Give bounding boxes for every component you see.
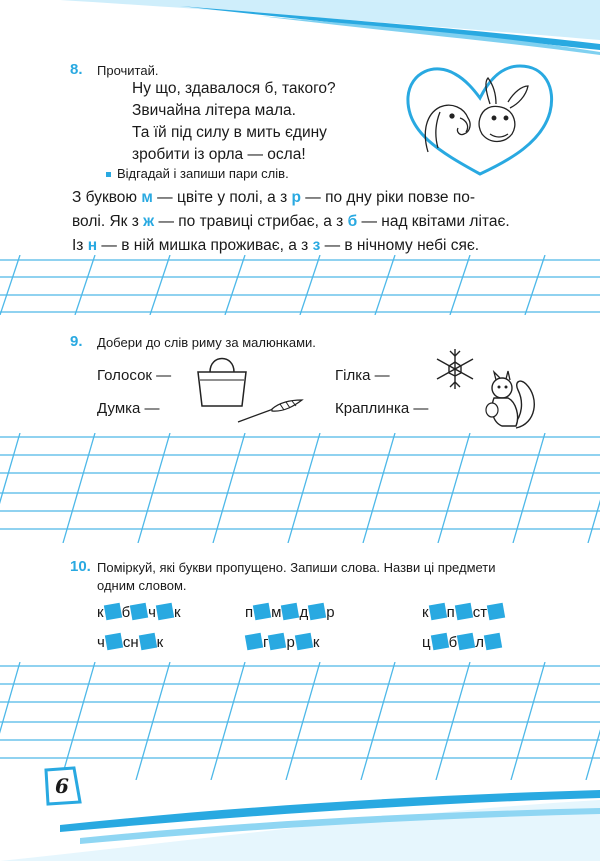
letter: д bbox=[299, 604, 309, 621]
riddle-letter: б bbox=[347, 213, 358, 230]
letter: ст bbox=[472, 604, 488, 621]
riddle-text: — в нічному небі сяє. bbox=[320, 237, 480, 254]
riddle-text: — цвіте у полі, а з bbox=[152, 189, 292, 206]
letter: л bbox=[475, 634, 484, 651]
letter: м bbox=[271, 604, 282, 621]
word-puzzle bbox=[245, 634, 319, 651]
missing-letter-box[interactable] bbox=[281, 603, 299, 621]
bullet-icon bbox=[106, 172, 111, 177]
missing-letter-box[interactable] bbox=[484, 633, 502, 651]
task10-instruction-line2: одним словом. bbox=[97, 578, 187, 593]
riddle-letter: р bbox=[291, 189, 301, 206]
writing-lines-2[interactable] bbox=[0, 433, 600, 543]
riddle-text: — в ній мишка проживає, а з bbox=[97, 237, 313, 254]
riddle-text: Із bbox=[72, 237, 88, 254]
missing-letter-box[interactable] bbox=[487, 603, 505, 621]
task9-number: 9. bbox=[70, 333, 83, 350]
missing-letter-box[interactable] bbox=[105, 633, 123, 651]
task9-instruction: Добери до слів риму за малюнками. bbox=[97, 335, 316, 350]
rhyme-word: Думка — bbox=[97, 400, 160, 417]
riddle-text: волі. Як з bbox=[72, 213, 144, 230]
letter: р bbox=[326, 604, 335, 621]
missing-letter-box[interactable] bbox=[130, 603, 148, 621]
task8-number: 8. bbox=[70, 61, 83, 78]
rhyme-word: Голосок — bbox=[97, 367, 172, 384]
rhyme-word: Гілка — bbox=[335, 367, 390, 384]
riddle-text: — по дну ріки повзе по- bbox=[301, 189, 476, 206]
missing-letter-box[interactable] bbox=[308, 603, 326, 621]
word-puzzle bbox=[422, 634, 502, 651]
missing-letter-box[interactable] bbox=[430, 633, 448, 651]
letter: г bbox=[263, 634, 269, 651]
task10-number: 10. bbox=[70, 558, 91, 575]
task10-instruction-line1: Поміркуй, які букви пропущено. Запиши слова. Назви ці предмети bbox=[97, 560, 496, 575]
letter: сн bbox=[122, 634, 139, 651]
missing-letter-box[interactable] bbox=[245, 633, 263, 651]
letter: к bbox=[173, 604, 181, 621]
word-puzzle bbox=[97, 634, 163, 651]
bottom-decoration bbox=[0, 770, 600, 861]
missing-letter-box[interactable] bbox=[268, 633, 286, 651]
missing-letter-box[interactable] bbox=[156, 603, 174, 621]
letter: к bbox=[97, 604, 104, 621]
poem-line: зробити із орла — осла! bbox=[132, 146, 306, 163]
heart-frame-icon bbox=[400, 52, 560, 182]
task8-sub-instruction: Відгадай і запиши пари слів. bbox=[117, 166, 289, 181]
task8-poem bbox=[132, 78, 336, 166]
missing-letter-box[interactable] bbox=[138, 633, 156, 651]
missing-letter-box[interactable] bbox=[253, 603, 271, 621]
riddle-letter: ж bbox=[143, 213, 155, 230]
letter: ч bbox=[97, 634, 105, 651]
word-puzzle bbox=[97, 604, 181, 621]
snowflake-icon bbox=[432, 346, 478, 392]
letter: к bbox=[156, 634, 164, 651]
letter: р bbox=[286, 634, 295, 651]
riddle-text: — над квітами літає. bbox=[357, 213, 510, 230]
writing-lines-1[interactable] bbox=[0, 255, 600, 315]
riddle-text: — по травиці стрибає, а з bbox=[154, 213, 348, 230]
letter: б bbox=[121, 604, 131, 621]
letter: ч bbox=[148, 604, 156, 621]
letter: к bbox=[312, 634, 320, 651]
poem-line: Ну що, здавалося б, такого? bbox=[132, 80, 336, 97]
riddle-text: З буквою bbox=[72, 189, 142, 206]
letter: к bbox=[422, 604, 429, 621]
riddle-letter: н bbox=[87, 237, 98, 254]
missing-letter-box[interactable] bbox=[457, 633, 475, 651]
word-puzzle bbox=[245, 604, 335, 621]
missing-letter-box[interactable] bbox=[103, 603, 121, 621]
writing-lines-3[interactable] bbox=[0, 662, 600, 780]
wheat-icon bbox=[236, 394, 306, 424]
rhyme-word: Краплинка — bbox=[335, 400, 429, 417]
riddle-letter: м bbox=[141, 189, 153, 206]
letter: п bbox=[245, 604, 254, 621]
top-decoration bbox=[0, 0, 600, 60]
word-puzzle bbox=[422, 604, 505, 621]
task8-riddle bbox=[72, 186, 532, 258]
poem-line: Та їй під силу в мить єдину bbox=[132, 124, 327, 141]
letter: п bbox=[446, 604, 455, 621]
page-number: 6 bbox=[55, 774, 69, 798]
missing-letter-box[interactable] bbox=[455, 603, 473, 621]
missing-letter-box[interactable] bbox=[295, 633, 313, 651]
letter: ц bbox=[422, 634, 431, 651]
page-number-badge bbox=[42, 766, 82, 806]
task8-instruction: Прочитай. bbox=[97, 63, 159, 78]
missing-letter-box[interactable] bbox=[428, 603, 446, 621]
riddle-letter: з bbox=[312, 237, 321, 254]
letter: б bbox=[448, 634, 458, 651]
squirrel-icon bbox=[480, 368, 540, 432]
poem-line: Звичайна літера мала. bbox=[132, 102, 296, 119]
